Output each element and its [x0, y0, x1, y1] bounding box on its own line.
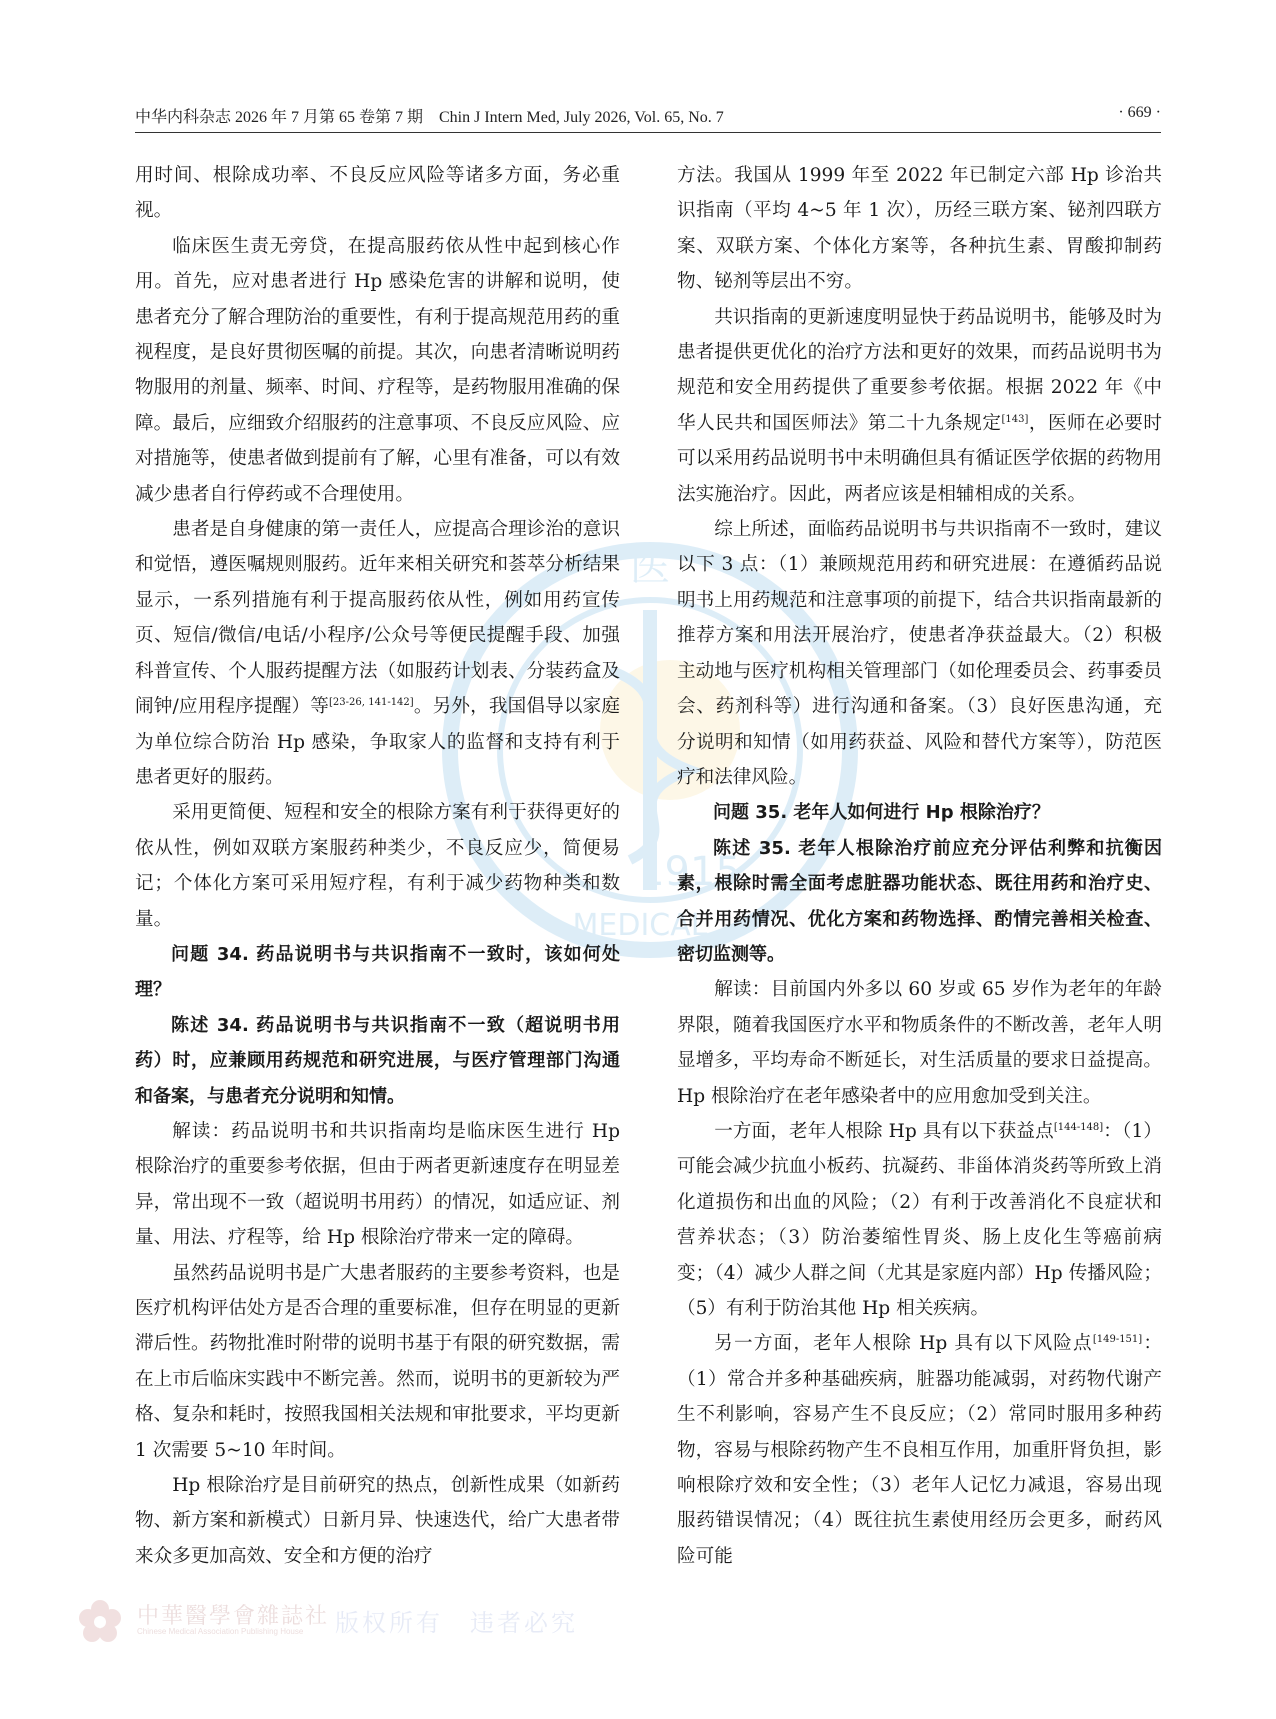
- statement-heading: 陈述 34. 药品说明书与共识指南不一致（超说明书用药）时，应兼顾用药规范和研究进展，与医疗管理部门沟通和备案，与患者充分说明和知情。: [135, 1014, 620, 1107]
- text-span: 患者是自身健康的第一责任人，应提高合理诊治的意识和觉悟，遵医嘱规则服药。近年来相关研究和荟萃分析结果显示，一系列措施有利于提高服药依从性，例如用药宣传页、短信/微信/电话/小程序/公众号等便民提醒手段、加强科普宣传、个人服药提醒方法（如服药计划表、分装药盒及闹钟/应用程序提醒）等: [135, 519, 620, 718]
- paragraph: 用时间、根除成功率、不良反应风险等诸多方面，务必重视。: [135, 165, 620, 222]
- paragraph: 解读：目前国内外多以 60 岁或 65 岁作为老年的年龄界限，随着我国医疗水平和物质条件的不断改善，老年人明显增多，平均寿命不断延长，对生活质量的要求日益提高。Hp 根除治疗在老年感染者中的应用愈加受到关注。: [677, 979, 1162, 1107]
- paragraph: [677, 1114, 1162, 1326]
- copyright-notice: 版权所有 违者必究: [335, 1609, 578, 1637]
- watermark-char: 医: [630, 544, 670, 590]
- paragraph: [677, 1326, 1162, 1574]
- text-span: 另一方面，老年人根除 Hp 具有以下风险点: [714, 1333, 1093, 1355]
- paragraph: [135, 512, 620, 795]
- page-number: · 669 ·: [1118, 104, 1161, 121]
- question-heading: 问题 34. 药品说明书与共识指南不一致时，该如何处理？: [135, 943, 620, 1001]
- paragraph: 综上所述，面临药品说明书与共识指南不一致时，建议以下 3 点：（1）兼顾规范用药和研究进展：在遵循药品说明书上用药规范和注意事项的前提下，结合共识指南最新的推荐方案和用法开展治疗，使患者净获益最大。（2）积极主动地与医疗机构相关管理部门（如伦理委员会、药事委员会、药剂科等）进行沟通和备案。（3）良好医患沟通，充分说明和知情（如用药获益、风险和替代方案等），防范医疗和法律风险。: [677, 519, 1162, 788]
- paragraph: Hp 根除治疗是目前研究的热点，创新性成果（如新药物、新方案和新模式）日新月异、快速迭代，给广大患者带来众多更加高效、安全和方便的治疗: [135, 1475, 620, 1567]
- paragraph: 虽然药品说明书是广大患者服药的主要参考资料，也是医疗机构评估处方是否合理的重要标准，但存在明显的更新滞后性。药物批准时附带的说明书基于有限的研究数据，需在上市后临床实践中不断完善。然而，说明书的更新较为严格、复杂和耗时，按照我国相关法规和审批要求，平均更新 1 次需要 5~10 年时间。: [135, 1262, 620, 1461]
- watermark-year: 1915: [639, 849, 741, 895]
- publisher-name-cn: 中華醫學會雜誌社: [137, 1604, 330, 1629]
- publisher-name-en: Chinese Medical Association Publishing House: [137, 1627, 304, 1636]
- journal-citation: 中华内科杂志 2026 年 7 月第 65 卷第 7 期 Chin J Intern Med, July 2026, Vol. 65, No. 7: [135, 109, 724, 126]
- text-span: 。另外，我国倡导以家庭为单位综合防治 Hp 感染，争取家人的监督和支持有利于患者更好的服药。: [135, 696, 620, 788]
- citation-ref: [149-151]: [1092, 1334, 1143, 1346]
- running-header: [135, 104, 1161, 130]
- paragraph: 采用更简便、短程和安全的根除方案有利于获得更好的依从性，例如双联方案服药种类少，不良反应少，简便易记；个体化方案可采用短疗程，有利于减少药物种类和数量。: [135, 802, 620, 930]
- left-column: [135, 158, 620, 1574]
- text-span: ，医师在必要时可以采用药品说明书中未明确但具有循证医学依据的药物用法实施治疗。因此，两者应该是相辅相成的关系。: [677, 412, 1162, 505]
- text-span: 共识指南的更新速度明显快于药品说明书，能够及时为患者提供更优化的治疗方法和更好的效果，而药品说明书为规范和安全用药提供了重要参考依据。根据 2022 年《中华人民共和国医师法》第二十九条规定: [677, 306, 1162, 434]
- citation-ref: [23-26, 141-142]: [328, 697, 414, 709]
- publisher-footer: [75, 1597, 595, 1647]
- text-span: ：（1）常合并多种基础疾病，脏器功能减弱，对药物代谢产生不利影响，容易产生不良反应；（2）常同时服用多种药物，容易与根除药物产生不良相互作用，加重肝肾负担，影响根除疗效和安全性；（3）老年人记忆力减退，容易出现服药错误情况；（4）既往抗生素使用经历会更多，耐药风险可能: [677, 1333, 1162, 1567]
- right-column: [677, 158, 1162, 1574]
- question-heading: 问题 35. 老年人如何进行 Hp 根除治疗？: [713, 802, 1050, 824]
- paragraph: 解读：药品说明书和共识指南均是临床医生进行 Hp 根除治疗的重要参考依据，但由于两者更新速度存在明显差异，常出现不一致（超说明书用药）的情况，如适应证、剂量、用法、疗程等，给 Hp 根除治疗带来一定的障碍。: [135, 1120, 620, 1249]
- paragraph: 临床医生责无旁贷，在提高服药依从性中起到核心作用。首先，应对患者进行 Hp 感染危害的讲解和说明，使患者充分了解合理防治的重要性，有利于提高规范用药的重视程度，是良好贯彻医嘱的前提。其次，向患者清晰说明药物服用的剂量、频率、时间、疗程等，是药物服用准确的保障。最后，应细致介绍服药的注意事项、不良反应风险、应对措施等，使患者做到提前有了解，心里有准备，可以有效减少患者自行停药或不合理使用。: [135, 235, 620, 505]
- citation-ref: [143]: [1001, 413, 1029, 425]
- header-divider: [135, 132, 1161, 133]
- paragraph: [677, 300, 1162, 512]
- watermark-text: MEDICAL: [572, 908, 708, 943]
- citation-ref: [144-148]: [1053, 1121, 1104, 1133]
- flower-logo-icon: [75, 1597, 125, 1647]
- text-span: 一方面，老年人根除 Hp 具有以下获益点: [714, 1120, 1054, 1142]
- statement-heading: 陈述 35. 老年人根除治疗前应充分评估利弊和抗衡因素，根除时需全面考虑脏器功能状态、既往用药和治疗史、合并用药情况、优化方案和药物选择、酌情完善相关检查、密切监测等。: [677, 837, 1162, 965]
- paragraph: 方法。我国从 1999 年至 2022 年已制定六部 Hp 诊治共识指南（平均 4~5 年 1 次），历经三联方案、铋剂四联方案、双联方案、个体化方案等，各种抗生素、胃酸抑制药物、铋剂等层出不穷。: [677, 165, 1162, 293]
- text-span: ：（1）可能会减少抗血小板药、抗凝药、非甾体消炎药等所致上消化道损伤和出血的风险；（2）有利于改善消化不良症状和营养状态；（3）防治萎缩性胃炎、肠上皮化生等癌前病变；（4）减少人群之间（尤其是家庭内部）Hp 传播风险；（5）有利于防治其他 Hp 相关疾病。: [677, 1120, 1162, 1319]
